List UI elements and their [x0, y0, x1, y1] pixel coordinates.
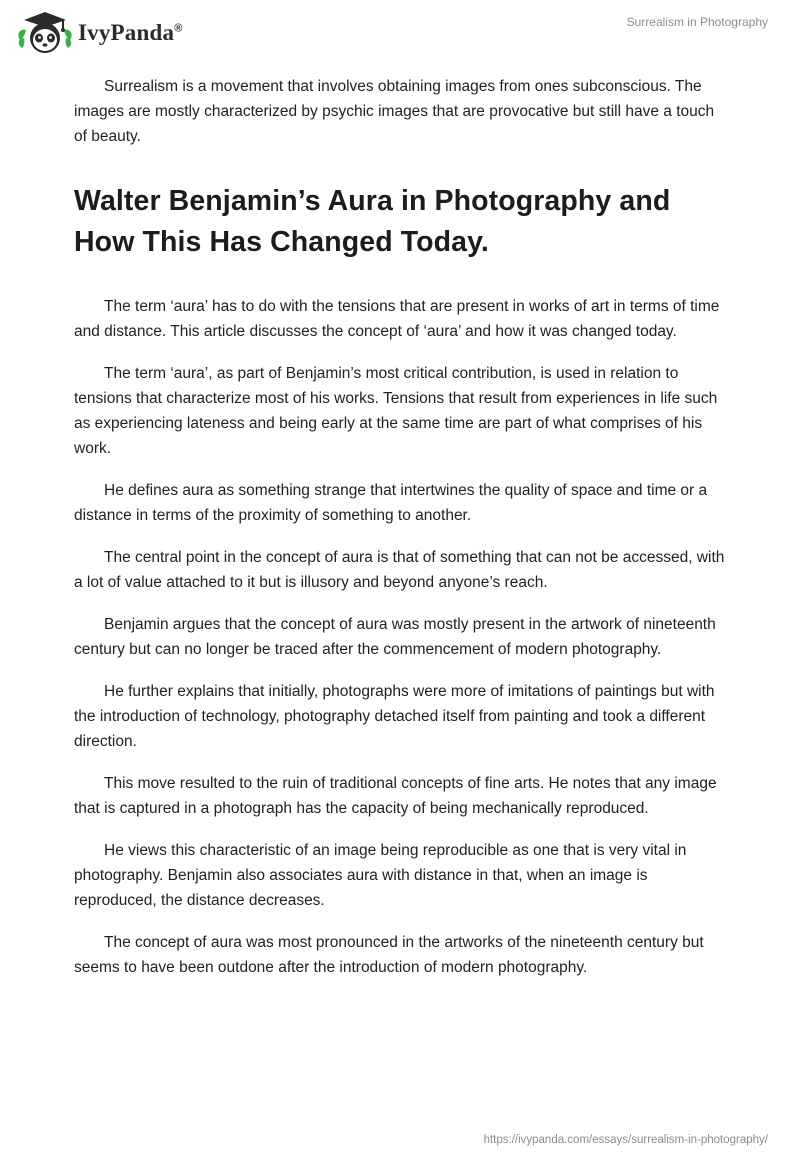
registered-mark: ® — [174, 22, 183, 35]
ivypanda-logo[interactable] — [16, 10, 183, 56]
panda-graduate-icon — [16, 10, 74, 56]
body-paragraph: The concept of aura was most pronounced in the artworks of the nineteenth century but seems to have been outdone after the introduction of modern photography. — [74, 934, 704, 976]
body-paragraph: He views this characteristic of an image being reproducible as one that is very vital in photography. Benjamin also associates aura with distance in that, when an image is reproduced, the distance decreases. — [74, 842, 687, 909]
intro-paragraph: Surrealism is a movement that involves obtaining images from ones subconscious. The images are mostly characterized by psychic images that are provocative but still have a touch of beauty. — [74, 78, 715, 145]
source-url-link[interactable]: https://ivypanda.com/essays/surrealism-in-photography/ — [483, 1134, 768, 1146]
body-paragraph: The term ‘aura’, as part of Benjamin’s most critical contribution, is used in relation to tensions that characterize most of his works. Tensions that result from experiences in life such as experiencing lateness and being early at the same time are part of what comprises of his work. — [74, 365, 718, 457]
body-paragraph: The central point in the concept of aura is that of something that can not be accessed, with a lot of value attached to it but is illusory and beyond anyone’s reach. — [74, 549, 725, 591]
essay-body — [74, 74, 728, 997]
document-title: Surrealism in Photography — [626, 15, 768, 29]
body-paragraph: He defines aura as something strange that intertwines the quality of space and time or a distance in terms of the proximity of something to another. — [74, 482, 708, 524]
body-paragraph: This move resulted to the ruin of traditional concepts of fine arts. He notes that any image that is captured in a photograph has the capacity of being mechanically reproduced. — [74, 775, 717, 817]
section-heading: Walter Benjamin’s Aura in Photography and How This Has Changed Today. — [74, 185, 671, 258]
body-paragraph: He further explains that initially, photographs were more of imitations of paintings but with the introduction of technology, photography detached itself from painting and took a different direction. — [74, 683, 715, 750]
body-paragraph: Benjamin argues that the concept of aura was mostly present in the artwork of nineteenth century but can no longer be traced after the commencement of modern photography. — [74, 616, 716, 658]
brand-name: IvyPanda® — [78, 20, 183, 45]
page-header — [0, 0, 800, 70]
body-paragraph: The term ‘aura’ has to do with the tensions that are present in works of art in terms of time and distance. This article discusses the concept of ‘aura’ and how it was changed today. — [74, 298, 720, 340]
